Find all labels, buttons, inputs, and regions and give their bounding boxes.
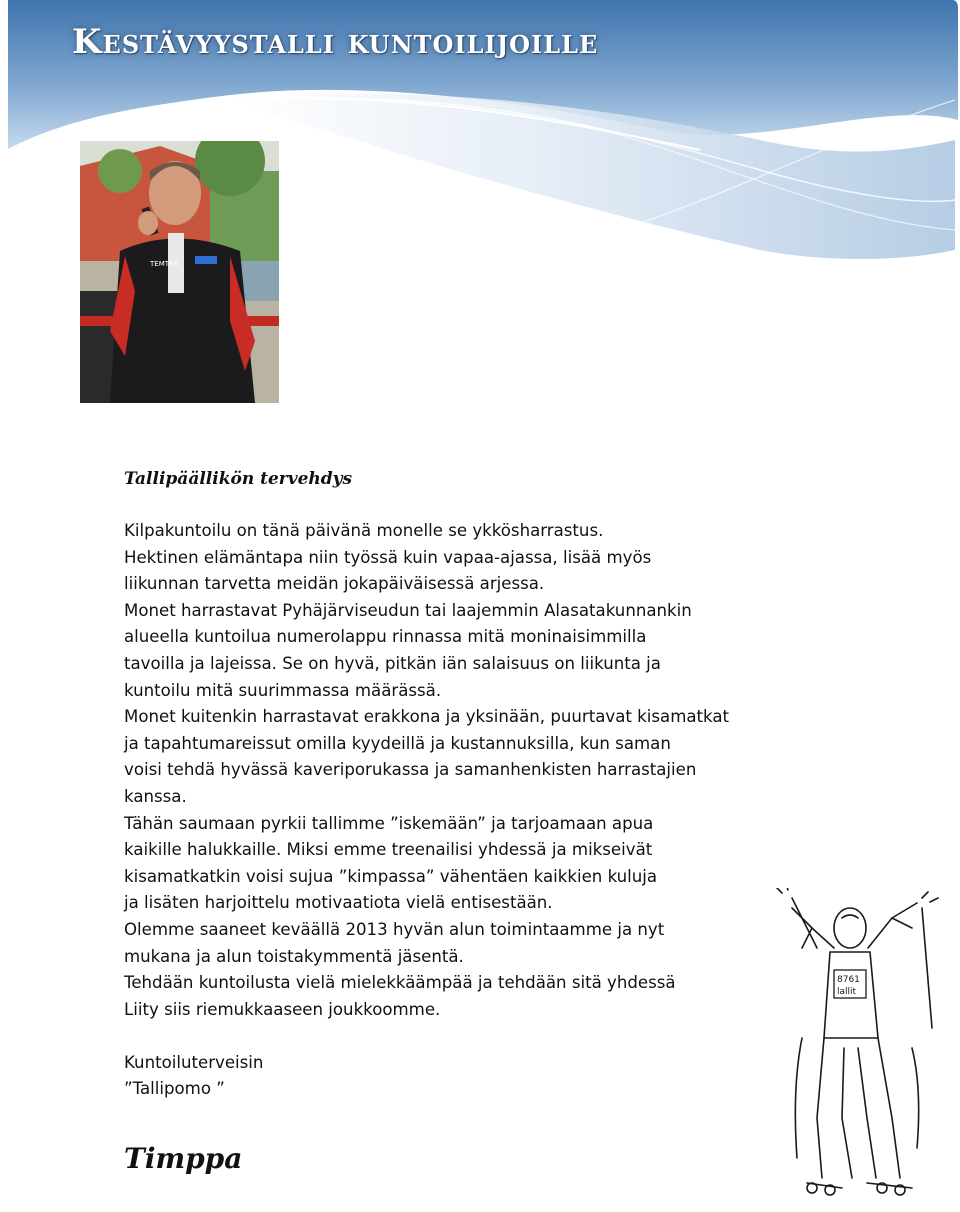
nickname-line: ”Tallipomo ”: [124, 1079, 225, 1099]
letter-line: kaikille halukkaille. Miksi emme treenailisi yhdessä ja mikseivät: [124, 840, 653, 860]
bib-text: lallit: [837, 987, 857, 997]
bib-number: 8761: [837, 975, 860, 985]
page-title: Kestävyystalli kuntoilijoille: [72, 22, 599, 62]
skier-sketch-icon: [772, 888, 942, 1204]
letter-line: Tehdään kuntoilusta vielä mielekkäämpää ja tehdään sitä yhdessä: [124, 973, 676, 993]
letter-line: voisi tehdä hyvässä kaveriporukassa ja samanhenkisten harrastajien: [124, 760, 697, 780]
letter-line: Olemme saaneet keväällä 2013 hyvän alun toimintaamme ja nyt: [124, 919, 665, 939]
closing-line: Kuntoiluterveisin: [124, 1052, 264, 1072]
letter-heading: Tallipäällikön tervehdys: [124, 469, 353, 489]
letter: [124, 466, 844, 1103]
paragraph-spacer: [124, 1023, 844, 1050]
letter-line: kanssa.: [124, 786, 187, 806]
letter-line: kuntoilu mitä suurimmassa määrässä.: [124, 680, 442, 700]
letter-line: Tähän saumaan pyrkii tallimme ”iskemään” ja tarjoamaan apua: [124, 813, 654, 833]
letter-line: kisamatkatkin voisi sujua ”kimpassa” vähentäen kaikkien kuluja: [124, 866, 658, 886]
letter-line: tavoilla ja lajeissa. Se on hyvä, pitkän iän salaisuus on liikunta ja: [124, 653, 661, 673]
letter-line: Monet kuitenkin harrastavat erakkona ja yksinään, puurtavat kisamatkat: [124, 707, 730, 727]
signature: Timppa: [124, 1142, 243, 1175]
letter-line: alueella kuntoilua numerolappu rinnassa mitä moninaisimmilla: [124, 627, 647, 647]
letter-line: Hektinen elämäntapa niin työssä kuin vapaa-ajassa, lisää myös: [124, 547, 652, 567]
letter-line: ja tapahtumareissut omilla kyydeillä ja kustannuksilla, kun saman: [124, 733, 671, 753]
letter-line: Kilpakuntoilu on tänä päivänä monelle se ykkösharrastus.: [124, 521, 604, 540]
letter-line: liikunnan tarvetta meidän jokapäiväisessä arjessa.: [124, 574, 545, 594]
shirt-logo: TEMTEX: [150, 260, 179, 268]
letter-line: Monet harrastavat Pyhäjärviseudun tai laajemmin Alasatakunnankin: [124, 600, 692, 620]
letter-line: mukana ja alun toistakymmentä jäsentä.: [124, 946, 464, 966]
letter-line: Liity siis riemukkaaseen joukkoomme.: [124, 999, 441, 1019]
letter-line: ja lisäten harjoittelu motivaatiota vielä entisestään.: [124, 893, 553, 913]
speaker-photo: [80, 141, 279, 403]
